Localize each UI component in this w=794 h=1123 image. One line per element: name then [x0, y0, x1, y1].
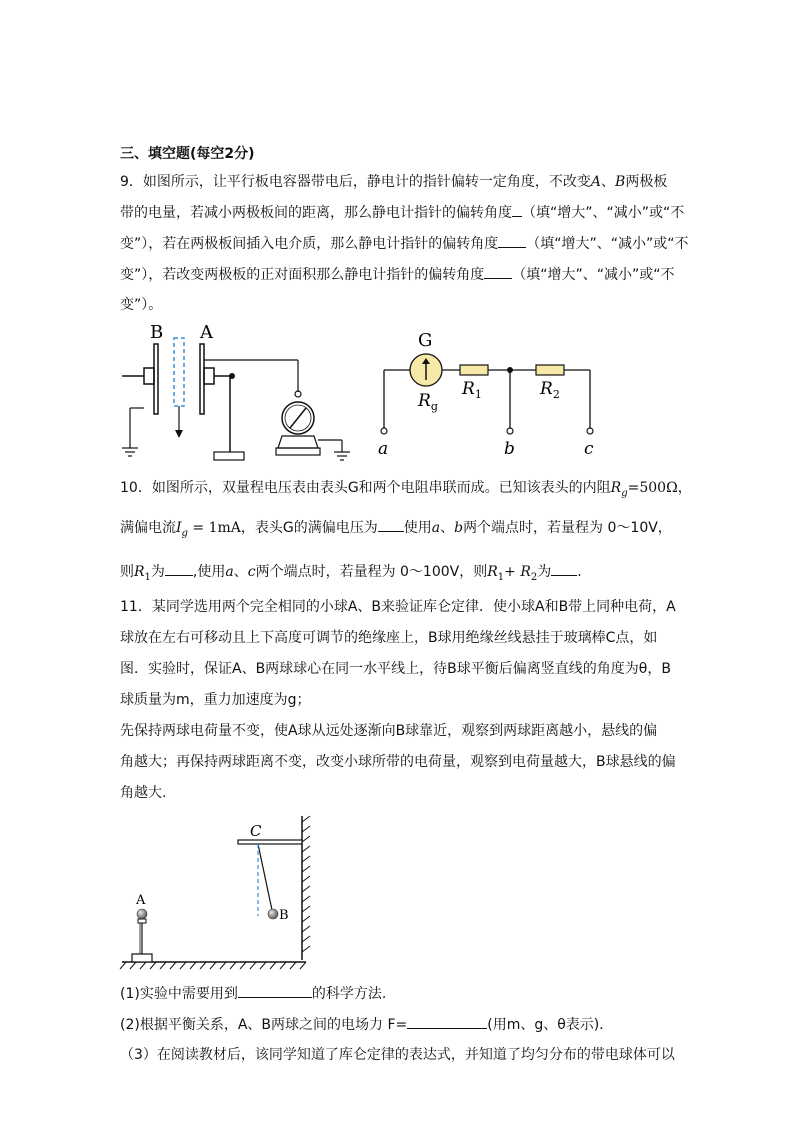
q9-line-1: 9．如图所示，让平行板电容器带电后，静电计的指针偏转一定角度，不改变A、B两极板	[120, 174, 668, 190]
dielectric-slab	[174, 338, 184, 406]
answer-blank[interactable]	[512, 202, 522, 217]
capacitor-electroscope-figure	[118, 320, 358, 470]
q10-line-1: 10．如图所示，双量程电压表由表头G和两个电阻串联而成。已知该表头的内阻$R_g=500\Omega$，	[120, 480, 692, 499]
q11-line-4: 球质量为m，重力加速度为g；	[120, 692, 311, 708]
answer-blank[interactable]	[498, 233, 526, 248]
terminal-a-label: a	[378, 439, 389, 459]
q9-line-3: 变”），若在两极板间插入电介质，那么静电计指针的偏转角度 （填“增大”、“减小”或“不	[120, 233, 689, 254]
plate-b-label: B	[150, 322, 164, 343]
insulating-stand	[132, 954, 152, 962]
sub-question-1: (1)实验中需要用到 的科学方法.	[120, 983, 386, 1004]
q11-line-7: 角越大.	[120, 785, 167, 801]
section-title: 三、填空题(每空2分)	[120, 146, 255, 162]
q11-line-2: 球放在左右可移动且上下高度可调节的绝缘座上，B球用绝缘丝线悬挂于玻璃棒C点，如	[120, 630, 658, 646]
galvanometer-label: G	[418, 330, 433, 351]
q10-line-3: 则$R_1$为 ,使用a、c两个端点时，若量程为 0～100V，则$R_1+ R_2$为 .	[120, 561, 582, 588]
sub-question-3: （3）在阅读教材后，该同学知道了库仑定律的表达式，并知道了均匀分布的带电球体可以	[120, 1047, 675, 1063]
ball-b-label: B	[279, 908, 289, 923]
rg-label: $R_g$	[418, 391, 438, 413]
q11-line-1: 11．某同学选用两个完全相同的小球A、B来验证库仑定律．使小球A和B带上同种电荷，A	[120, 599, 676, 615]
resistor-r2	[536, 365, 564, 375]
answer-blank[interactable]	[551, 561, 577, 576]
coulomb-experiment-figure	[118, 812, 318, 972]
arrow-down-icon	[175, 430, 183, 438]
voltmeter-circuit-figure	[372, 322, 612, 462]
answer-blank[interactable]	[484, 264, 512, 279]
point-c-label: C	[250, 822, 262, 840]
q11-line-5: 先保持两球电荷量不变，使A球从远处逐渐向B球靠近，观察到两球距离越小，悬线的偏	[120, 723, 658, 739]
plate-a-label: A	[200, 322, 213, 343]
terminal-b-label: b	[504, 439, 515, 459]
sub-question-2: (2)根据平衡关系，A、B两球之间的电场力 F= (用m、g、θ表示)．	[120, 1014, 613, 1035]
ball-a	[137, 909, 147, 919]
q11-line-6: 角越大；再保持两球距离不变，改变小球所带的电荷量，观察到电荷量越大，B球悬线的偏	[120, 754, 676, 770]
answer-blank[interactable]	[165, 561, 193, 576]
q9-line-2: 带的电量，若减小两极板间的距离，那么静电计指针的偏转角度 （填“增大”、“减小”或“不	[120, 202, 684, 223]
q11-line-3: 图．实验时，保证A、B两球球心在同一水平线上，待B球平衡后偏离竖直线的角度为θ，B	[120, 661, 671, 677]
q10-line-2: 满偏电流$I_g = 1mA$，表头G的满偏电压为 使用a、b两个端点时，若量程为 0～10V，	[120, 517, 672, 544]
ball-a-label: A	[136, 893, 146, 908]
q9-line-5: 变”）。	[120, 297, 163, 313]
answer-blank[interactable]	[407, 1014, 487, 1029]
q9-line-4: 变”），若改变两极板的正对面积那么静电计指针的偏转角度 （填“增大”、“减小”或“不	[120, 264, 675, 285]
silk-thread	[258, 844, 272, 910]
terminal-c-label: c	[584, 439, 594, 459]
r1-label: $R_1$	[462, 379, 482, 401]
ball-b	[268, 909, 278, 919]
answer-blank[interactable]	[238, 983, 312, 998]
r2-label: $R_2$	[540, 379, 560, 401]
answer-blank[interactable]	[378, 517, 404, 532]
resistor-r1	[460, 365, 488, 375]
glass-rod	[238, 840, 302, 844]
